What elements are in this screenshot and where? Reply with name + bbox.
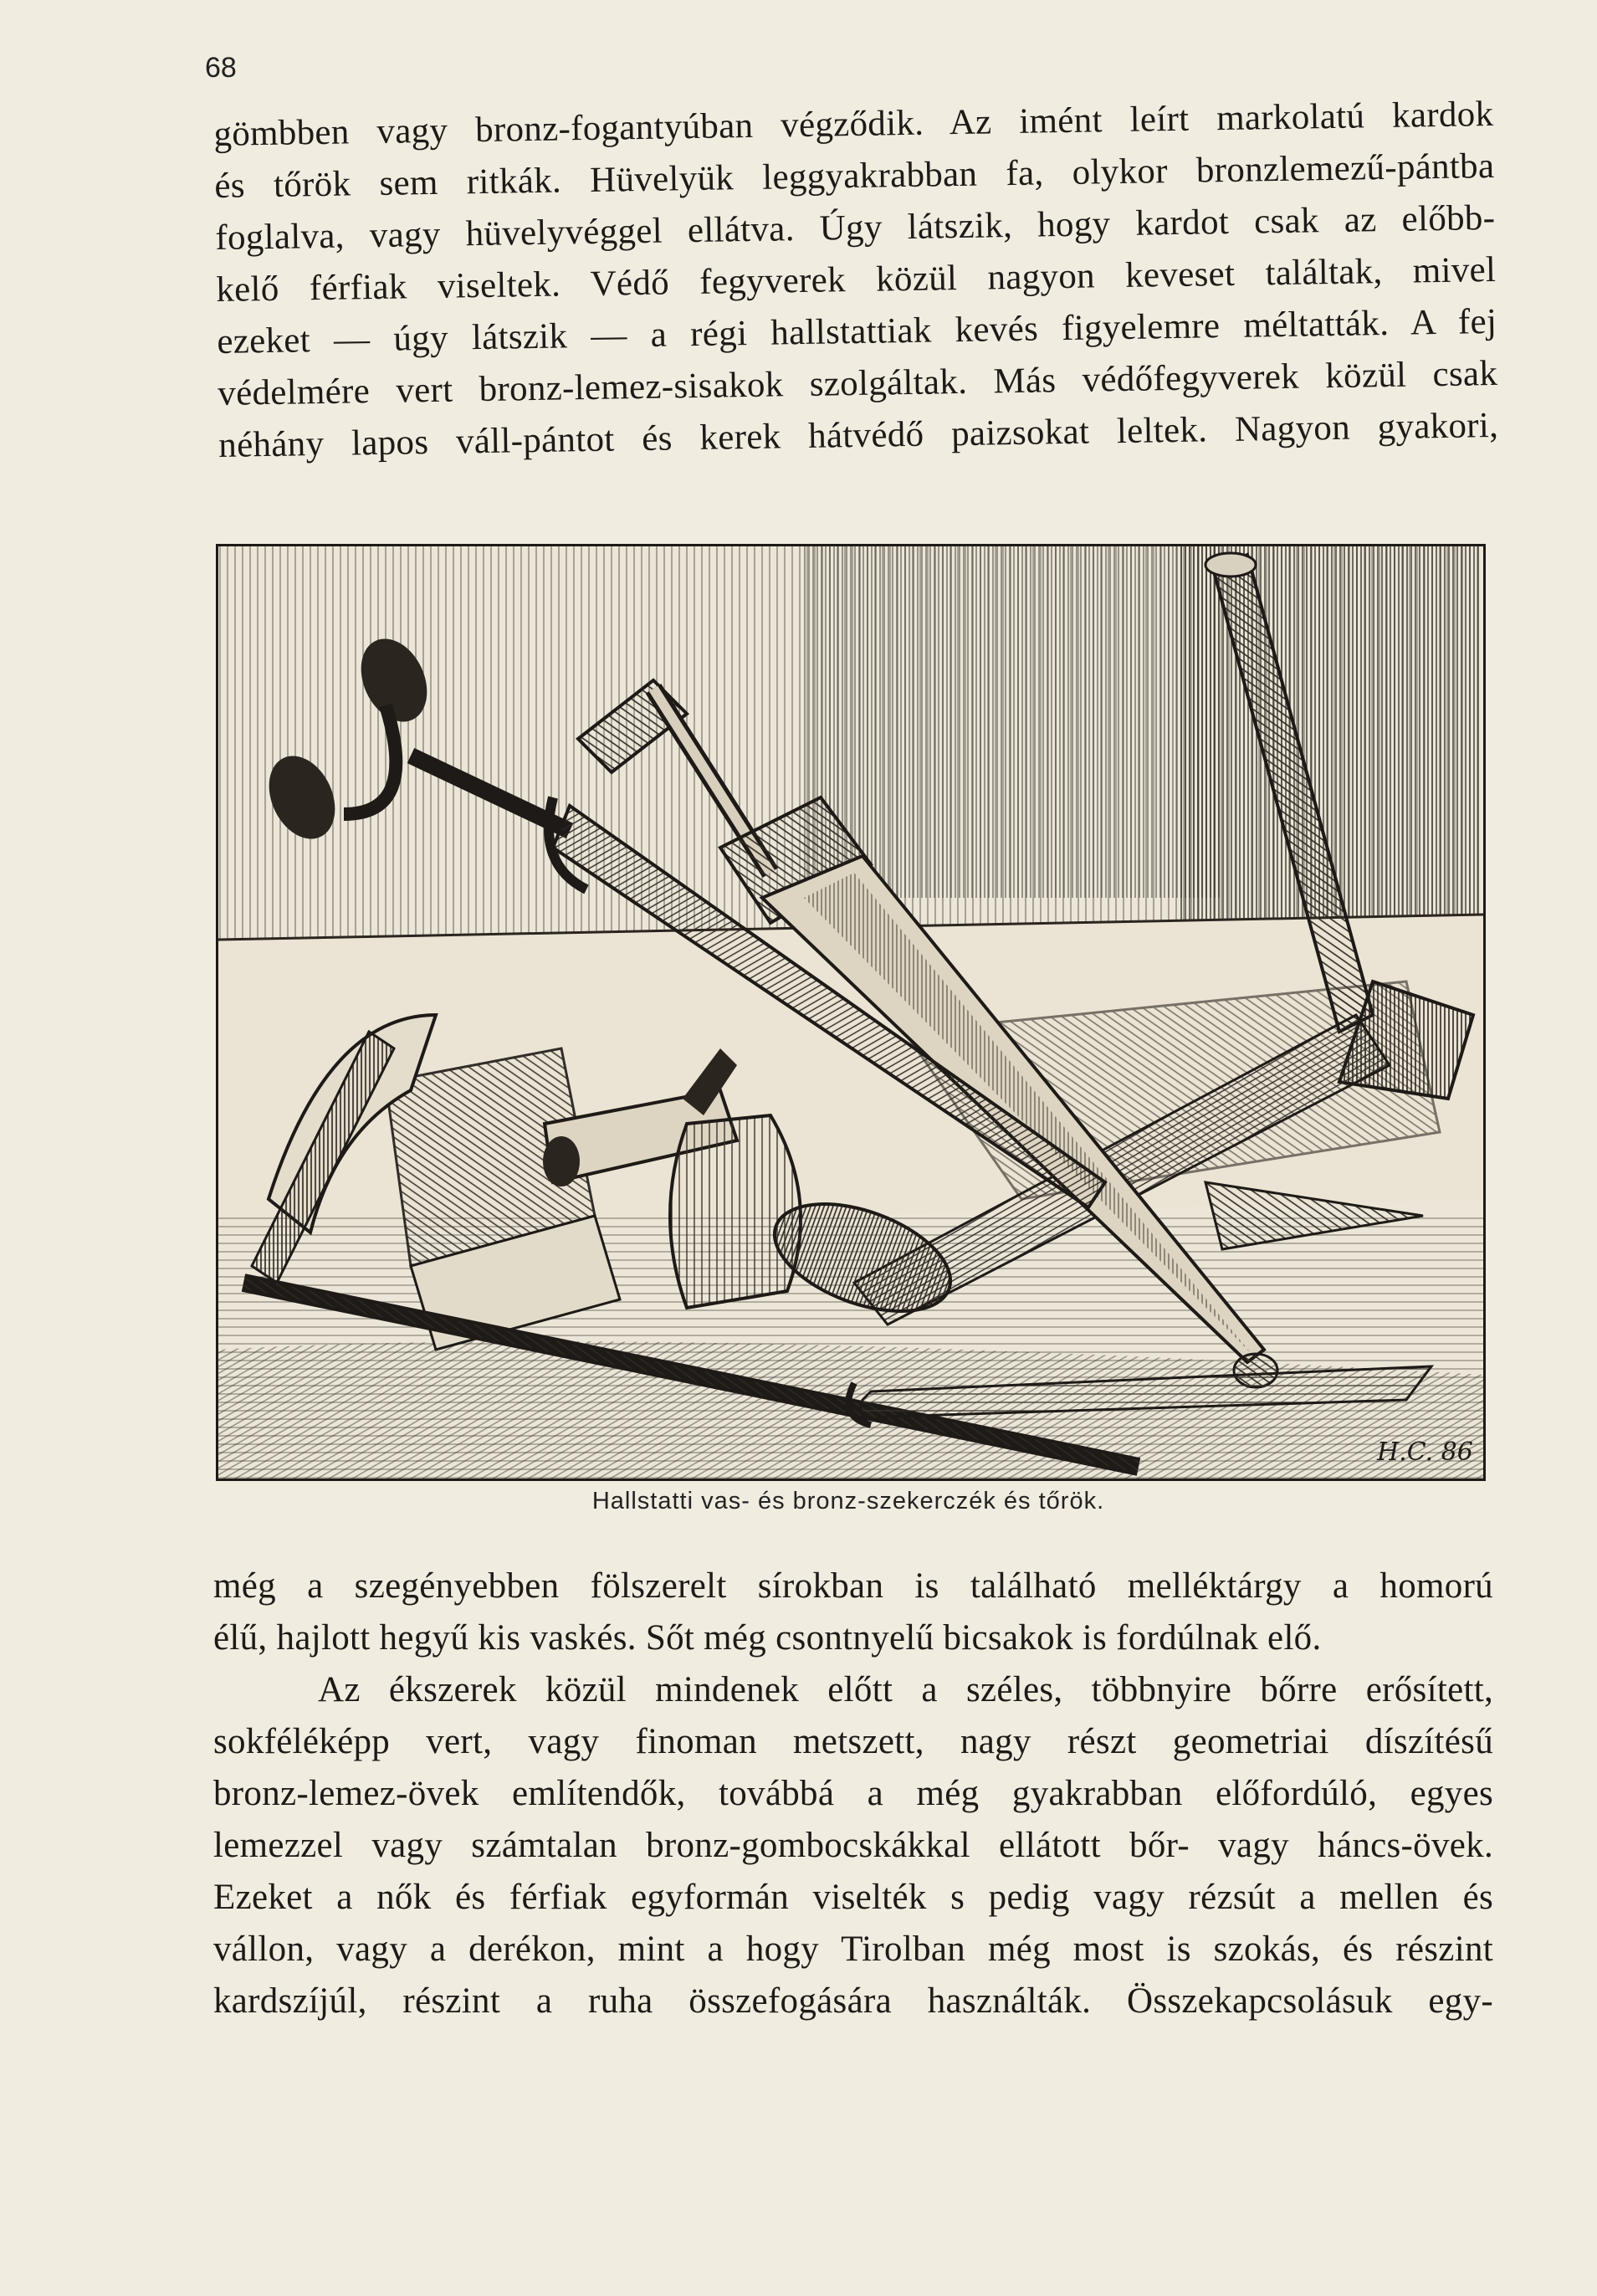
text-line: kelő férfiak viseltek. Védő fegyverek közül nagyon keveset találtak, mivel	[216, 249, 1497, 310]
figure-caption: Hallstatti vas- és bronz-szekerczék és tőrök.	[591, 1488, 1105, 1514]
text-line: védelmére vert bronz-lemez-sisakok szolgáltak. Más védőfegyverek közül csak	[217, 353, 1498, 413]
text-line: kardszíjúl, részint a ruha összefogására használták. Összekapcsolásuk egy-	[213, 1981, 1493, 2021]
text-line: gömbben vagy bronz-fogantyúban végződik. Az imént leírt markolatú kardok	[213, 94, 1494, 154]
bottom-paragraphs	[213, 1561, 1493, 2027]
engraving-illustration	[216, 544, 1486, 1481]
page-number: 68	[205, 52, 237, 84]
text-line: lemezzel vagy számtalan bronz-gombocskákkal ellátott bőr- vagy háncs-övek.	[213, 1826, 1493, 1865]
text-line: néhány lapos váll-pántot és kerek hátvédő paizsokat leltek. Nagyon gyakori,	[218, 405, 1499, 465]
artist-signature: H.C. 86	[1377, 1438, 1473, 1467]
text-line: Ezeket a nők és férfiak egyformán viselték s pedig vagy rézsút a mellen és	[213, 1878, 1493, 1917]
text-line: ezeket — úgy látszik — a régi hallstattiak kevés figyelemre méltatták. A fej	[217, 301, 1497, 361]
text-line: foglalva, vagy hüvelyvéggel ellátva. Úgy látszik, hogy kardot csak az előbb-	[215, 197, 1496, 258]
text-line: vállon, vagy a derékon, mint a hogy Tirolban még most is szokás, és részint	[213, 1930, 1493, 1969]
text-line: Az ékszerek közül mindenek előtt a széles, többnyire bőrre erősített,	[318, 1670, 1493, 1709]
text-line: élű, hajlott hegyű kis vaskés. Sőt még csontnyelű bicsakok is fordúlnak elő.	[213, 1618, 1322, 1658]
top-paragraph	[213, 89, 1499, 472]
text-line: és tőrök sem ritkák. Hüvelyük leggyakrabban fa, olykor bronzlemezű-pántba	[214, 146, 1495, 206]
text-line: még a szegényebben fölszerelt sírokban is található melléktárgy a homorú	[213, 1566, 1493, 1606]
text-line: sokféléképp vert, vagy finoman metszett, nagy részt geometriai díszítésű	[213, 1722, 1493, 1761]
text-line: bronz-lemez-övek említendők, továbbá a még gyakrabban előfordúló, egyes	[213, 1774, 1493, 1813]
